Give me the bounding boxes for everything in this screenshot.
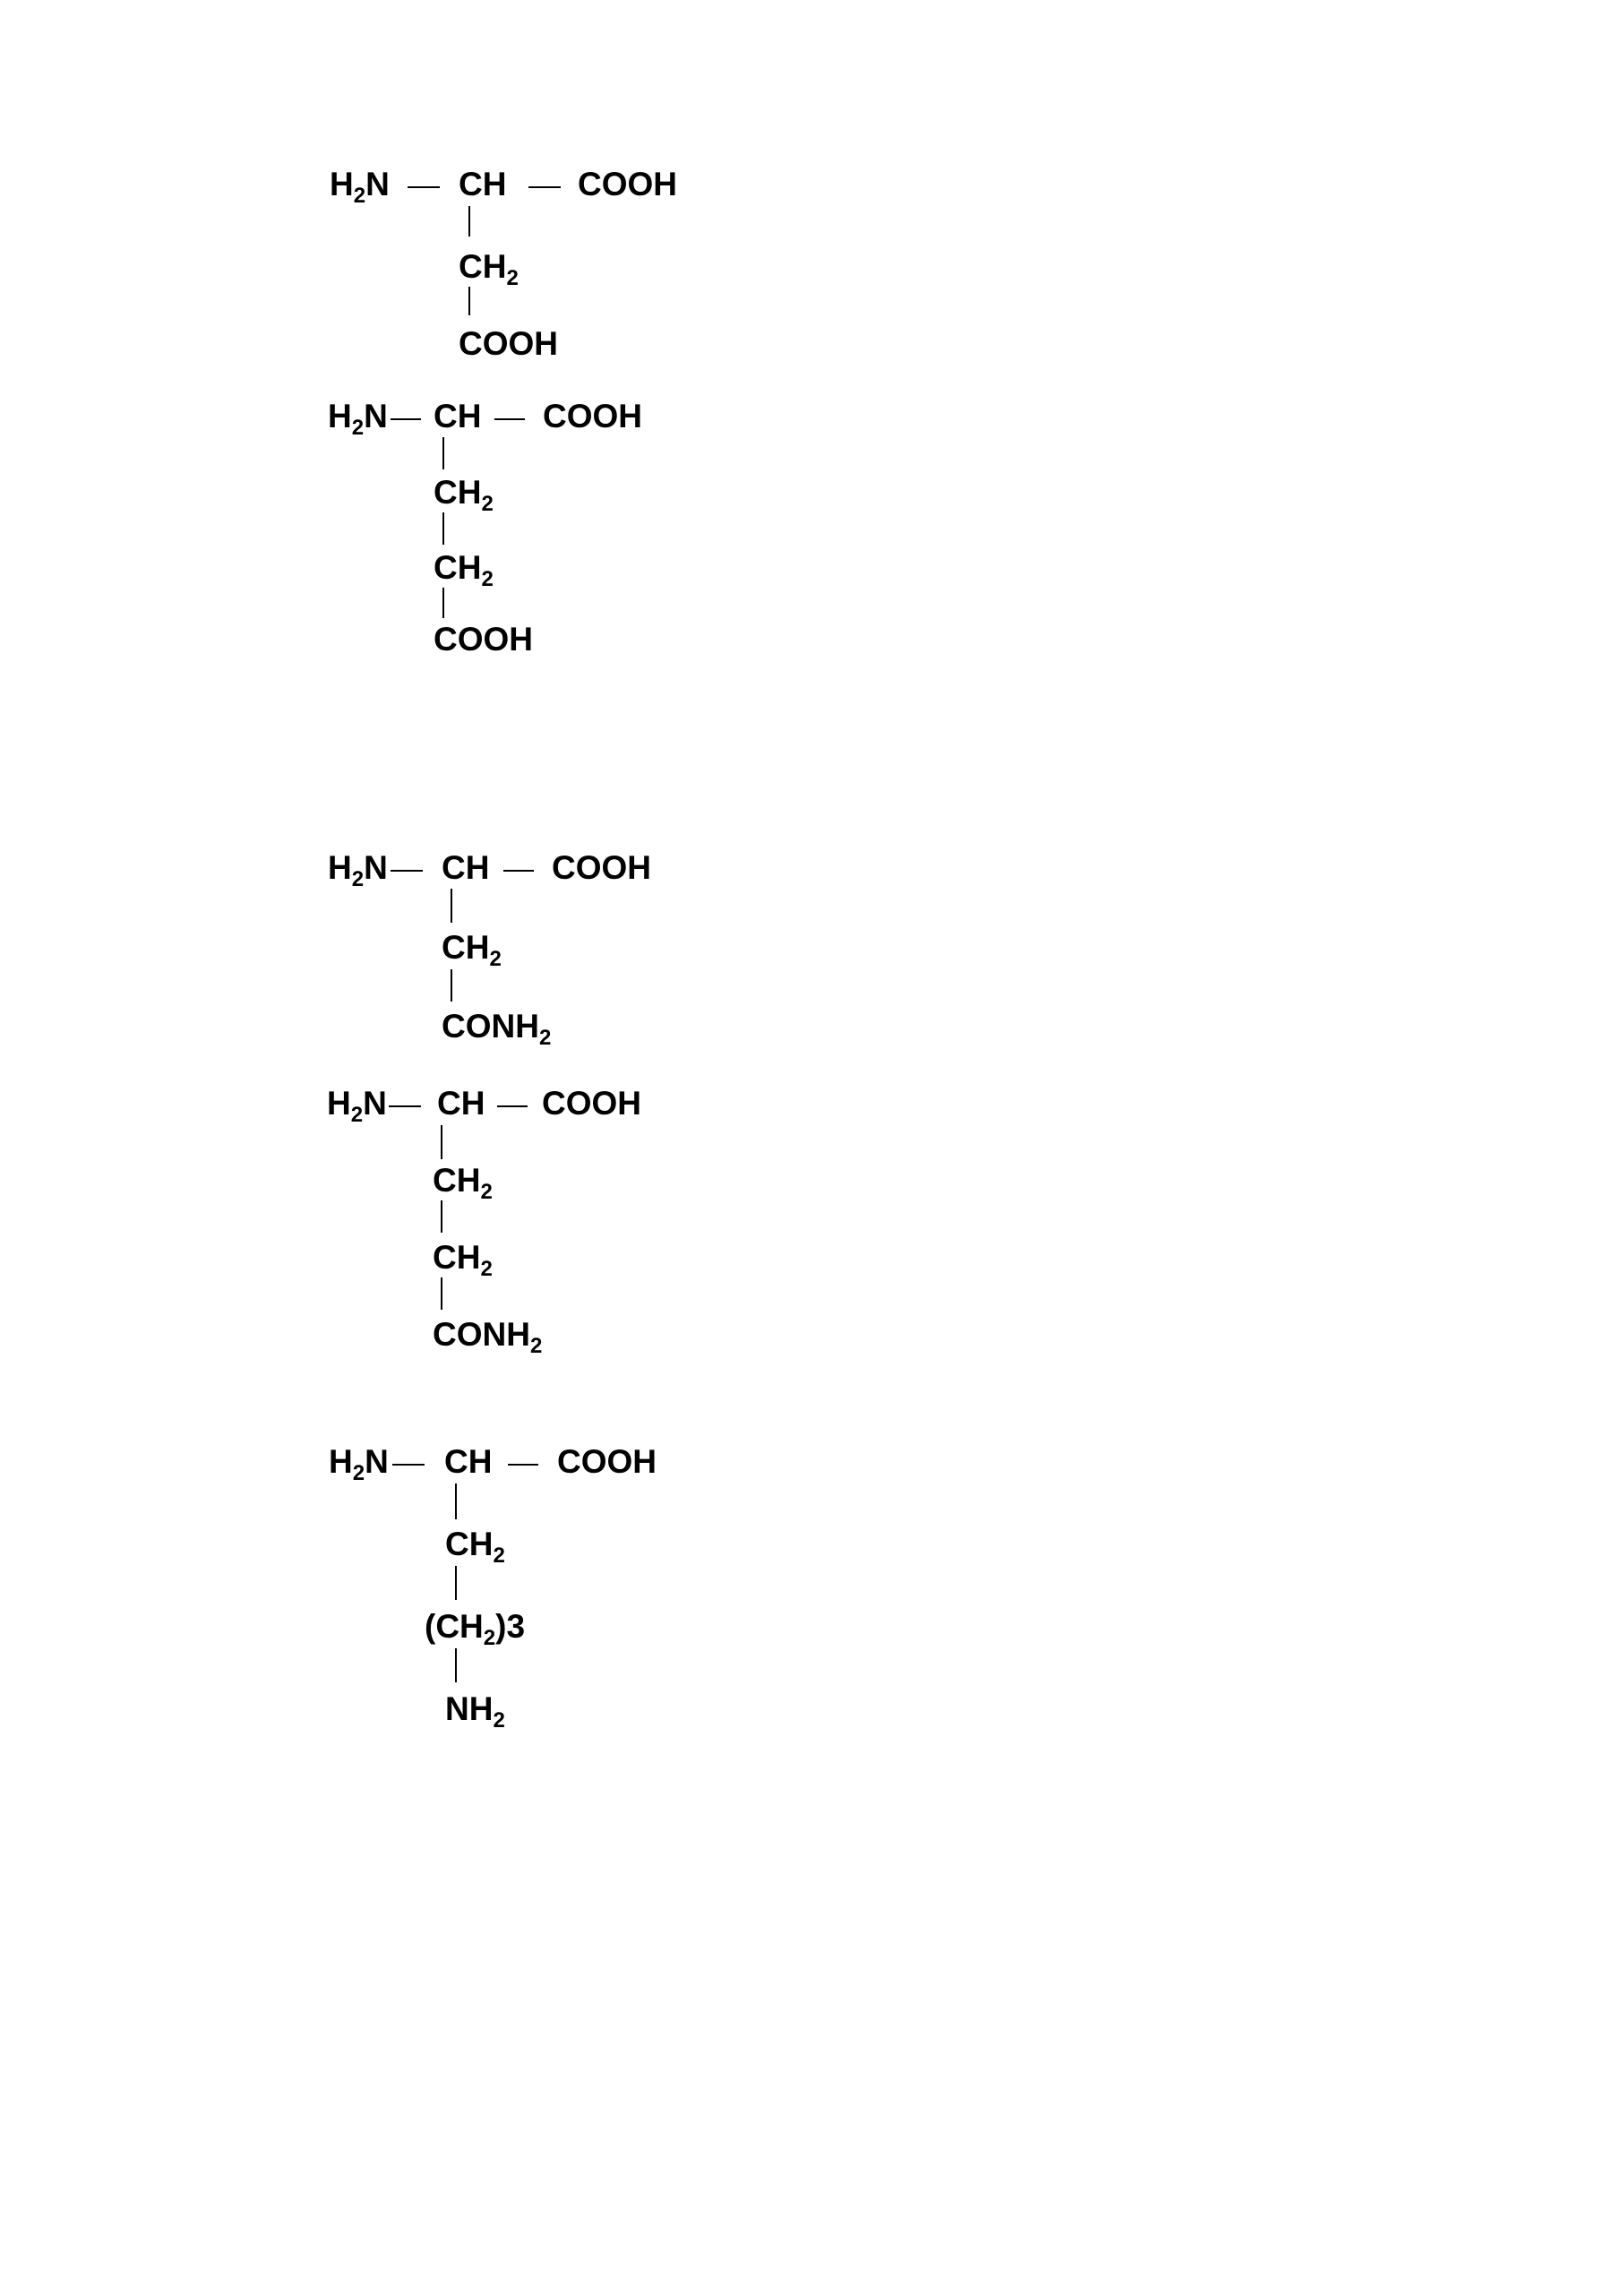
alpha-carbon: CH: [442, 849, 490, 886]
side-chain-group: $CH_2$: [445, 1526, 505, 1568]
side-chain-group: $CH_2$: [433, 1162, 493, 1204]
bond: [441, 1125, 442, 1159]
side-chain-group: $CH_2$: [459, 248, 519, 290]
bond: [508, 1464, 538, 1466]
side-chain-group: $CH_2$: [434, 549, 494, 591]
bond: [389, 1105, 421, 1107]
carboxyl-group: COOH: [543, 398, 642, 434]
bond: [497, 1105, 528, 1107]
alpha-carbon: CH: [459, 166, 507, 202]
carboxyl-group: COOH: [557, 1443, 657, 1480]
alpha-carbon: CH: [437, 1085, 485, 1122]
bond: [442, 512, 444, 545]
bond: [494, 418, 525, 420]
bond: [455, 1648, 457, 1682]
amino-group: $H_2N$: [327, 1085, 387, 1127]
carboxyl-group: COOH: [542, 1085, 641, 1122]
bond: [391, 870, 423, 872]
bond: [408, 186, 440, 188]
bond: [503, 870, 534, 872]
amino-group: $H_2N$: [328, 849, 388, 891]
bond: [391, 418, 421, 420]
bond: [528, 186, 561, 188]
side-chain-group: $CONH_2$: [433, 1316, 543, 1358]
bond: [455, 1483, 457, 1519]
side-chain-group: COOH: [434, 621, 533, 658]
amino-group: $H_2N$: [328, 398, 388, 440]
side-chain-group: $CH_2$: [434, 474, 494, 516]
side-chain-group: $(CH_2)3$: [425, 1608, 526, 1650]
bond: [441, 1200, 442, 1233]
carboxyl-group: COOH: [552, 849, 651, 886]
bond: [468, 287, 470, 315]
side-chain-group: $CH_2$: [442, 929, 502, 971]
bond: [451, 969, 452, 1002]
bond: [442, 588, 444, 618]
side-chain-group: $CONH_2$: [442, 1008, 552, 1050]
side-chain-group: COOH: [459, 325, 558, 362]
amino-group: $H_2N$: [330, 166, 390, 208]
bond: [392, 1464, 425, 1466]
bond: [455, 1566, 457, 1600]
side-chain-group: $CH_2$: [433, 1239, 493, 1281]
bond: [442, 437, 444, 469]
alpha-carbon: CH: [444, 1443, 493, 1480]
side-chain-group: $NH_2$: [445, 1690, 505, 1733]
bond: [441, 1277, 442, 1310]
amino-group: $H_2N$: [329, 1443, 389, 1485]
bond: [451, 889, 452, 923]
alpha-carbon: CH: [434, 398, 482, 434]
bond: [468, 206, 470, 236]
carboxyl-group: COOH: [578, 166, 677, 202]
